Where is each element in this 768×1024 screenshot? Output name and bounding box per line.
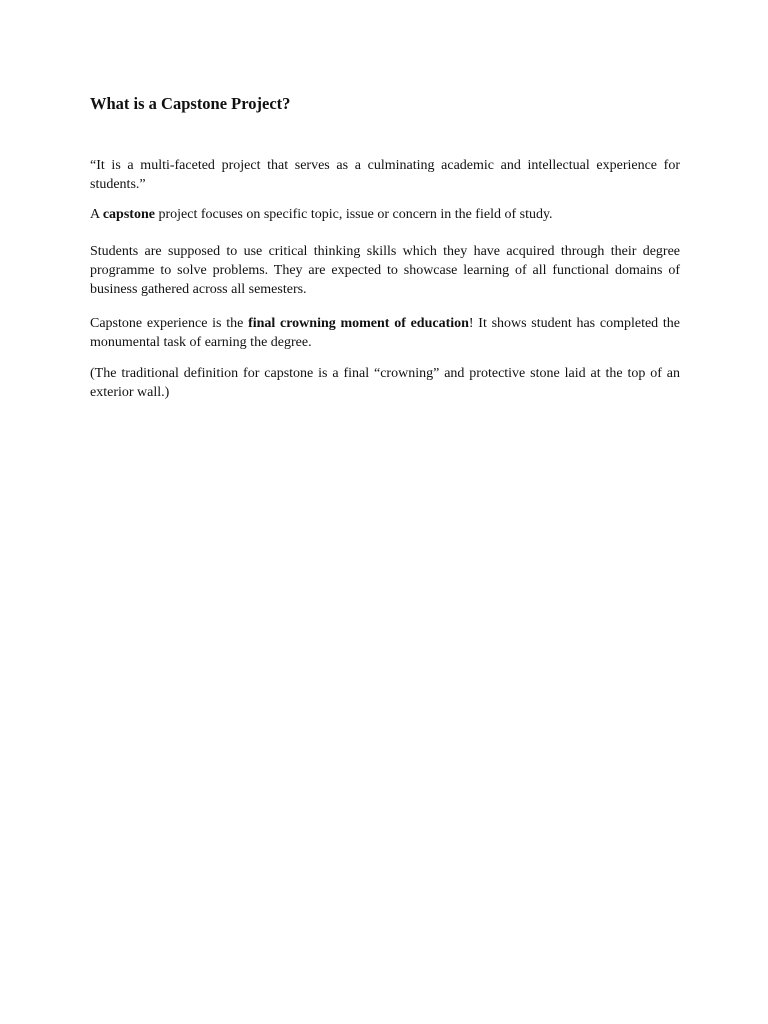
capstone-focus-text-start: A [90, 207, 103, 222]
crowning-moment-paragraph [90, 314, 680, 352]
crowning-text-start: Capstone experience is the [90, 316, 249, 331]
page-title: What is a Capstone Project? [90, 94, 291, 113]
capstone-focus-text-end: project focuses on specific topic, issue or concern in the field of study. [154, 207, 553, 222]
definition-quote: “It is a multi-faceted project that serves as a culminating academic and intellectual experience for students.” [90, 158, 680, 192]
critical-thinking-paragraph: Students are supposed to use critical thinking skills which they have acquired through their degree programme to solve problems. They are expected to showcase learning of all functional domains of business gathered across all semesters. [90, 244, 680, 297]
capstone-bold-term: capstone [102, 207, 155, 222]
crowning-bold-phrase: final crowning moment of education [248, 316, 469, 331]
traditional-definition-paragraph: (The traditional definition for capstone is a final “crowning” and protective stone laid at the top of an exterior wall.) [90, 366, 680, 400]
crowning-text-end: ! It shows student has completed the monumental task of earning the degree. [90, 316, 680, 350]
document-page [90, 0, 690, 1024]
capstone-focus-paragraph [90, 205, 680, 224]
